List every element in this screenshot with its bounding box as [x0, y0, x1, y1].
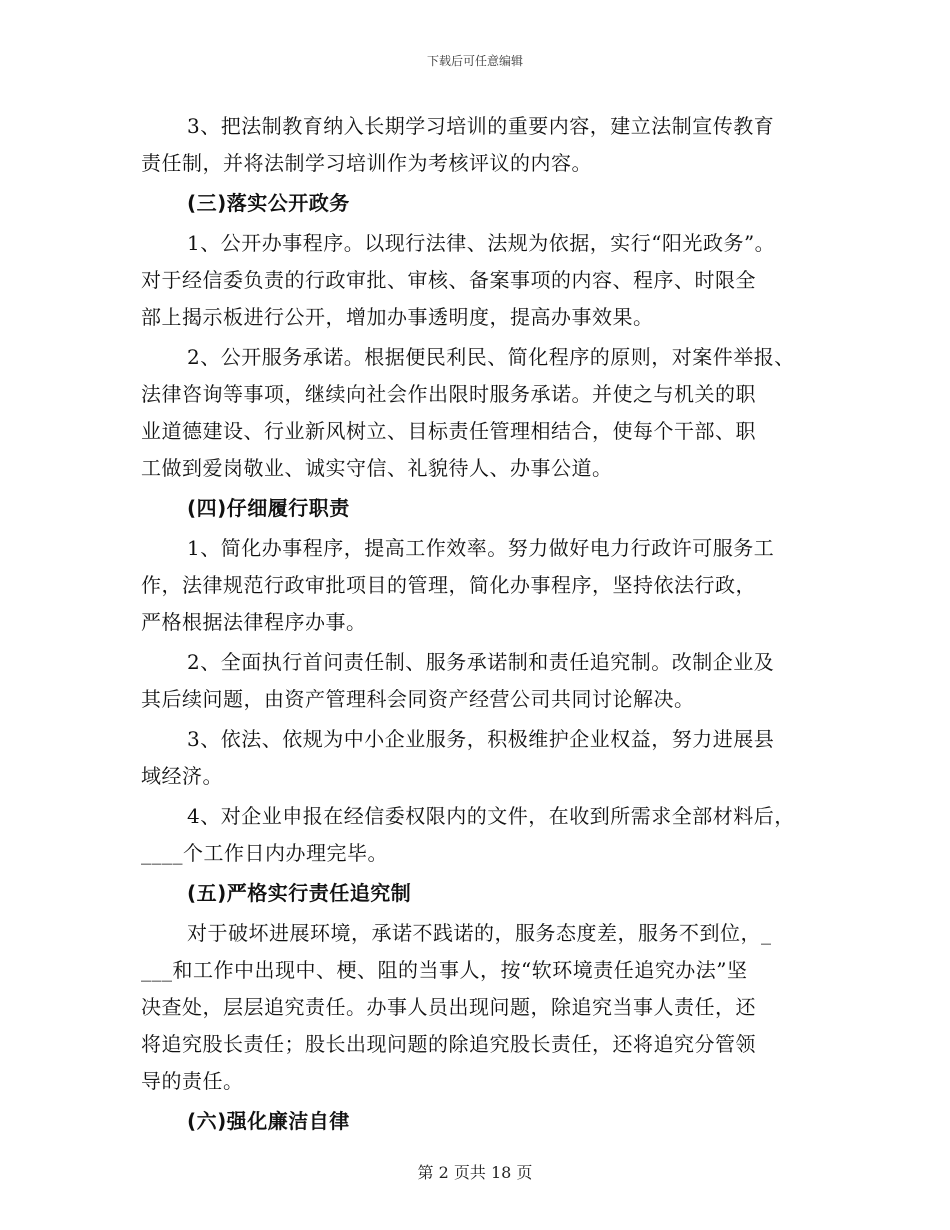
paragraph-line: 1、简化办事程序，提高工作效率。努力做好电力行政许可服务工	[187, 536, 775, 560]
paragraph-line: 决查处，层层追究责任。办事人员出现问题，除追究当事人责任，还	[141, 995, 756, 1019]
paragraph-line: 2、全面执行首问责任制、服务承诺制和责任追究制。改制企业及	[187, 650, 775, 674]
section-heading: (四)仔细履行职责	[187, 496, 350, 520]
page-header: 下载后可任意编辑	[426, 54, 523, 68]
paragraph-line: 1、公开办事程序。以现行法律、法规为依据，实行“阳光政务”。	[187, 231, 776, 255]
section-heading: (三)落实公开政务	[187, 191, 350, 215]
section-heading: (五)严格实行责任追究制	[187, 881, 412, 905]
paragraph-line: 严格根据法律程序办事。	[141, 610, 367, 634]
paragraph-line: ___和工作中出现中、梗、阻的当事人，按“软环境责任追究办法”坚	[141, 958, 748, 982]
paragraph-line: ____个工作日内办理完毕。	[141, 841, 388, 865]
paragraph-line: 法律咨询等事项，继续向社会作出限时服务承诺。并使之与机关的职	[141, 382, 756, 406]
paragraph-line: 作，法律规范行政审批项目的管理，简化办事程序，坚持依法行政，	[141, 573, 756, 597]
page-footer: 第 2 页共 18 页	[417, 1163, 533, 1182]
document-body	[141, 108, 821, 1140]
paragraph-line: 责任制，并将法制学习培训作为考核评议的内容。	[141, 151, 592, 175]
paragraph-line: 域经济。	[141, 764, 223, 788]
paragraph-line: 3、依法、依规为中小企业服务，积极维护企业权益，努力进展县	[187, 727, 775, 751]
section-heading: (六)强化廉洁自律	[187, 1109, 350, 1133]
paragraph-line: 对于破坏进展环境，承诺不践诺的，服务态度差，服务不到位，_	[187, 921, 772, 945]
paragraph-line: 4、对企业申报在经信委权限内的文件，在收到所需求全部材料后，	[187, 804, 795, 828]
paragraph-line: 其后续问题，由资产管理科会同资产经营公司共同讨论解决。	[141, 687, 695, 711]
paragraph-line: 部上揭示板进行公开，增加办事透明度，提高办事效果。	[141, 305, 654, 329]
paragraph-line: 工做到爱岗敬业、诚实守信、礼貌待人、办事公道。	[141, 456, 613, 480]
paragraph-line: 3、把法制教育纳入长期学习培训的重要内容，建立法制宣传教育	[187, 114, 775, 138]
paragraph-line: 导的责任。	[141, 1069, 244, 1093]
paragraph-line: 2、公开服务承诺。根据便民利民、简化程序的原则，对案件举报、	[187, 345, 795, 369]
paragraph-line: 将追究股长责任；股长出现问题的除追究股长责任，还将追究分管领	[141, 1032, 756, 1056]
paragraph-line: 对于经信委负责的行政审批、审核、备案事项的内容、程序、时限全	[141, 268, 756, 292]
paragraph-line: 业道德建设、行业新风树立、目标责任管理相结合，使每个干部、职	[141, 419, 756, 443]
